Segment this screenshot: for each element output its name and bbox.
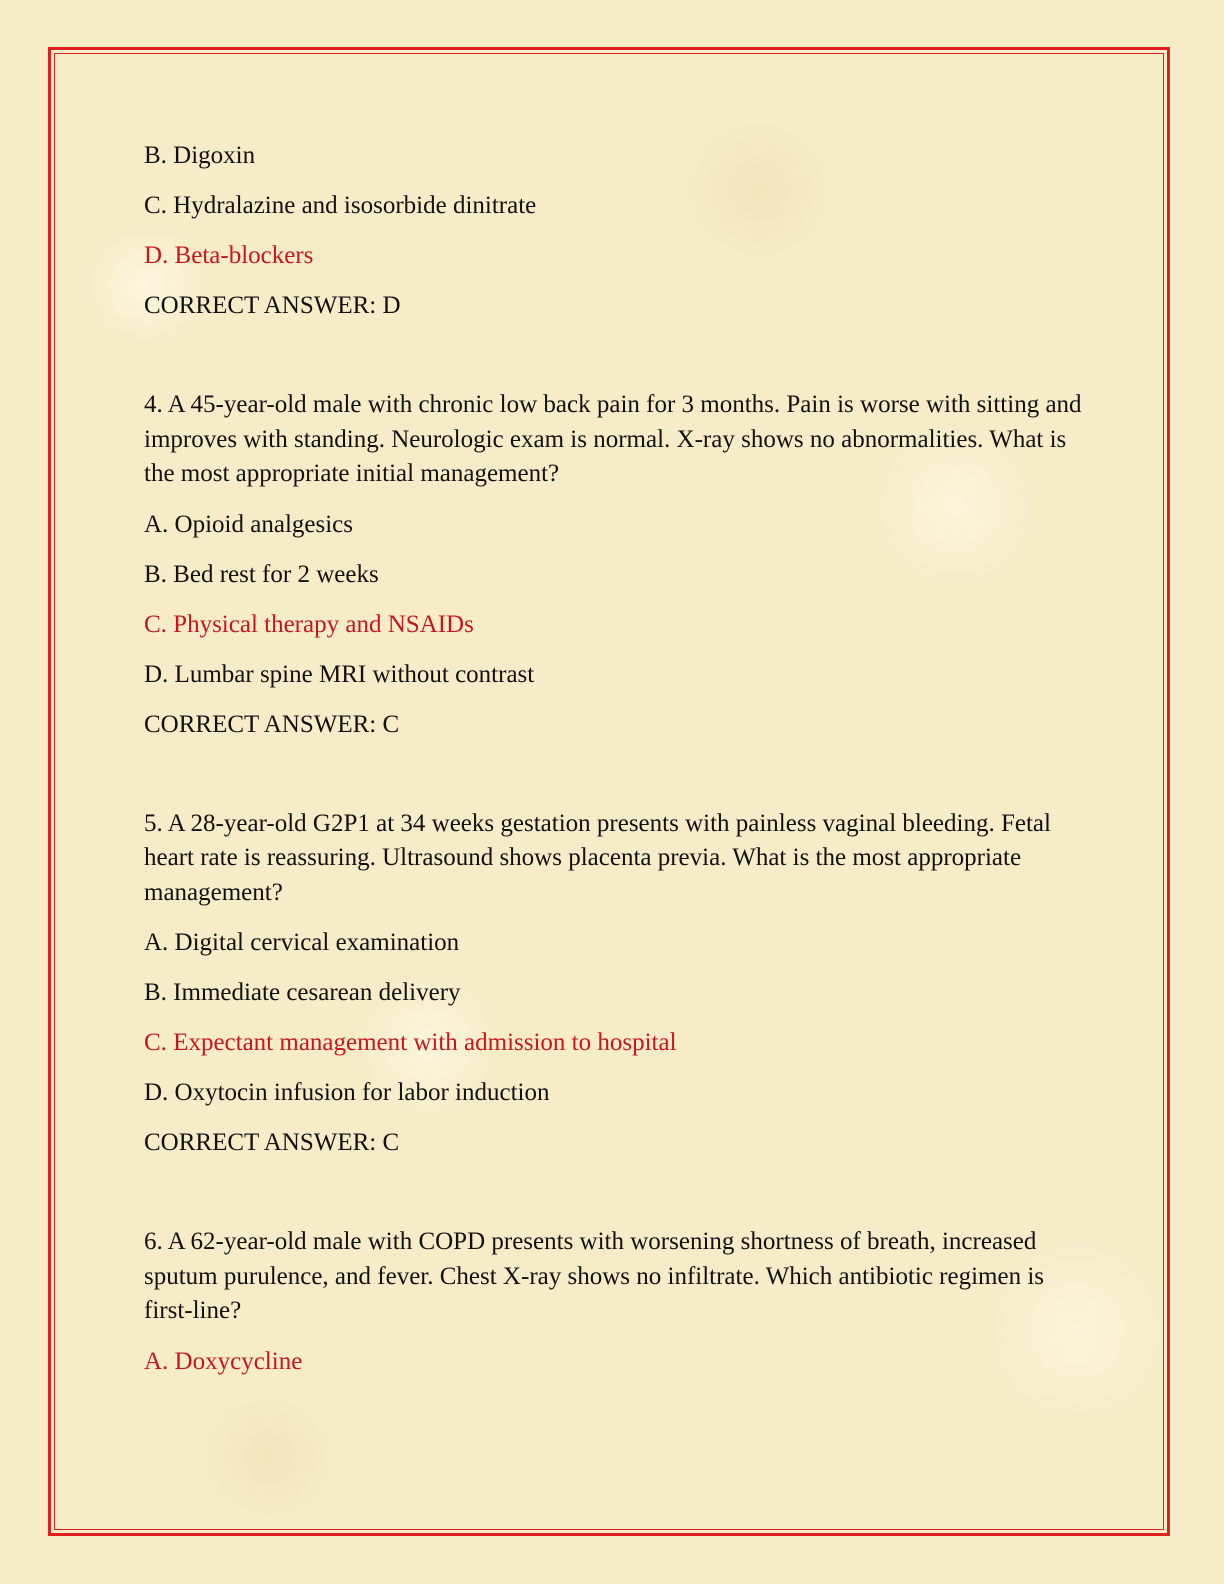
q5-option-b: B. Immediate cesarean delivery — [144, 979, 461, 1006]
q5-correct-answer: CORRECT ANSWER: C — [144, 1129, 400, 1156]
question-5-block — [144, 807, 1084, 1161]
q5-option-c-correct: C. Expectant management with admission to hospital — [144, 1029, 677, 1056]
q4-correct-answer: CORRECT ANSWER: C — [144, 710, 400, 738]
q4-option-b: B. Bed rest for 2 weeks — [144, 560, 379, 588]
question-spacer — [144, 323, 1084, 388]
q4-option-d: D. Lumbar spine MRI without contrast — [144, 660, 535, 688]
question-3-block — [144, 138, 1084, 323]
q5-stem: 5. A 28-year-old G2P1 at 34 weeks gestation presents with painless vaginal bleeding. Fetal heart rate is reassuring. Ultrasound shows placenta previa. What is the most appropriate management? — [144, 809, 1051, 906]
q3-option-c: C. Hydralazine and isosorbide dinitrate — [144, 192, 537, 219]
q5-option-a: A. Digital cervical examination — [144, 929, 460, 956]
q3-option-d-correct: D. Beta-blockers — [144, 242, 314, 269]
q6-stem: 6. A 62-year-old male with COPD presents with worsening shortness of breath, increased sputum purulence, and fever. Chest X-ray shows no infiltrate. Which antibiotic regimen is first-line? — [144, 1228, 1045, 1324]
q4-option-c-correct: C. Physical therapy and NSAIDs — [144, 610, 474, 638]
q6-option-a-correct: A. Doxycycline — [144, 1347, 303, 1375]
q3-option-b: B. Digoxin — [144, 142, 256, 169]
q4-option-a: A. Opioid analgesics — [144, 510, 353, 538]
q3-correct-answer: CORRECT ANSWER: D — [144, 292, 401, 319]
q5-option-d: D. Oxytocin infusion for labor induction — [144, 1079, 550, 1106]
question-spacer — [144, 1160, 1084, 1225]
question-4-block — [144, 388, 1084, 742]
question-spacer — [144, 742, 1084, 807]
question-6-block — [144, 1225, 1084, 1379]
question-content — [144, 138, 1084, 1394]
q4-stem: 4. A 45-year-old male with chronic low back pain for 3 months. Pain is worse with sitting and improves with standing. Neurologic exam is normal. X-ray shows no abnormalities. What is the most appropriate initial management? — [144, 391, 1082, 487]
